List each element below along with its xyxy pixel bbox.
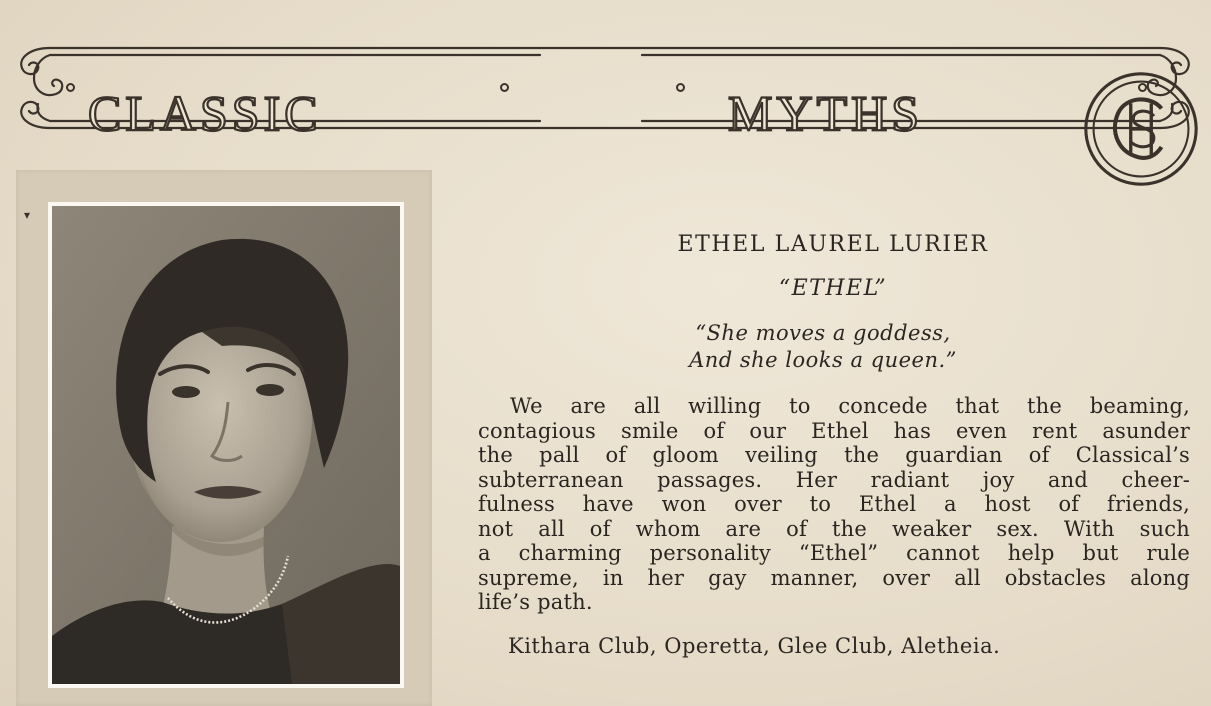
bio-line: supreme, in her gay manner, over all obstacles along: [478, 565, 1190, 590]
quote: [468, 320, 1178, 374]
banner-dot-icon: [1138, 83, 1147, 92]
bio-line: We are all willing to concede that the beaming,: [510, 394, 1190, 418]
header-banner: [10, 28, 1202, 146]
person-name: ETHEL LAUREL LURIER: [677, 232, 989, 257]
banner-dot-icon: [500, 83, 509, 92]
bio-line: fulness have won over to Ethel a host of friends,: [478, 492, 1190, 516]
bio-line: life’s path.: [478, 590, 593, 614]
bio-line: not all of whom are of the weaker sex. With such: [478, 516, 1190, 541]
bio-line: the pall of gloom veiling the guardian of Classical’s: [478, 443, 1190, 467]
portrait-illustration: [52, 206, 400, 684]
triangle-marker-icon: ▾: [24, 208, 31, 222]
portrait-photo: [48, 202, 404, 688]
person-nickname: “ETHEL”: [778, 276, 888, 301]
chs-monogram-icon: [545, 70, 637, 162]
banner-dot-icon: [676, 83, 685, 92]
banner-dot-icon: [66, 83, 75, 92]
biography-paragraph: [478, 394, 1190, 615]
bio-line: a charming personality “Ethel” cannot help but rule: [478, 541, 1190, 565]
bio-line: subterranean passages. Her radiant joy and cheer-: [478, 467, 1190, 492]
banner-left-word: CLASSIC: [88, 85, 322, 141]
activities-list: Kithara Club, Operetta, Glee Club, Aletheia.: [508, 634, 1001, 658]
banner-right-word: MYTHS: [728, 85, 924, 141]
bio-line: contagious smile of our Ethel has even rent asunder: [478, 418, 1190, 443]
quote-line: “She moves a goddess,: [695, 321, 951, 345]
quote-line: And she looks a queen.”: [689, 348, 957, 372]
